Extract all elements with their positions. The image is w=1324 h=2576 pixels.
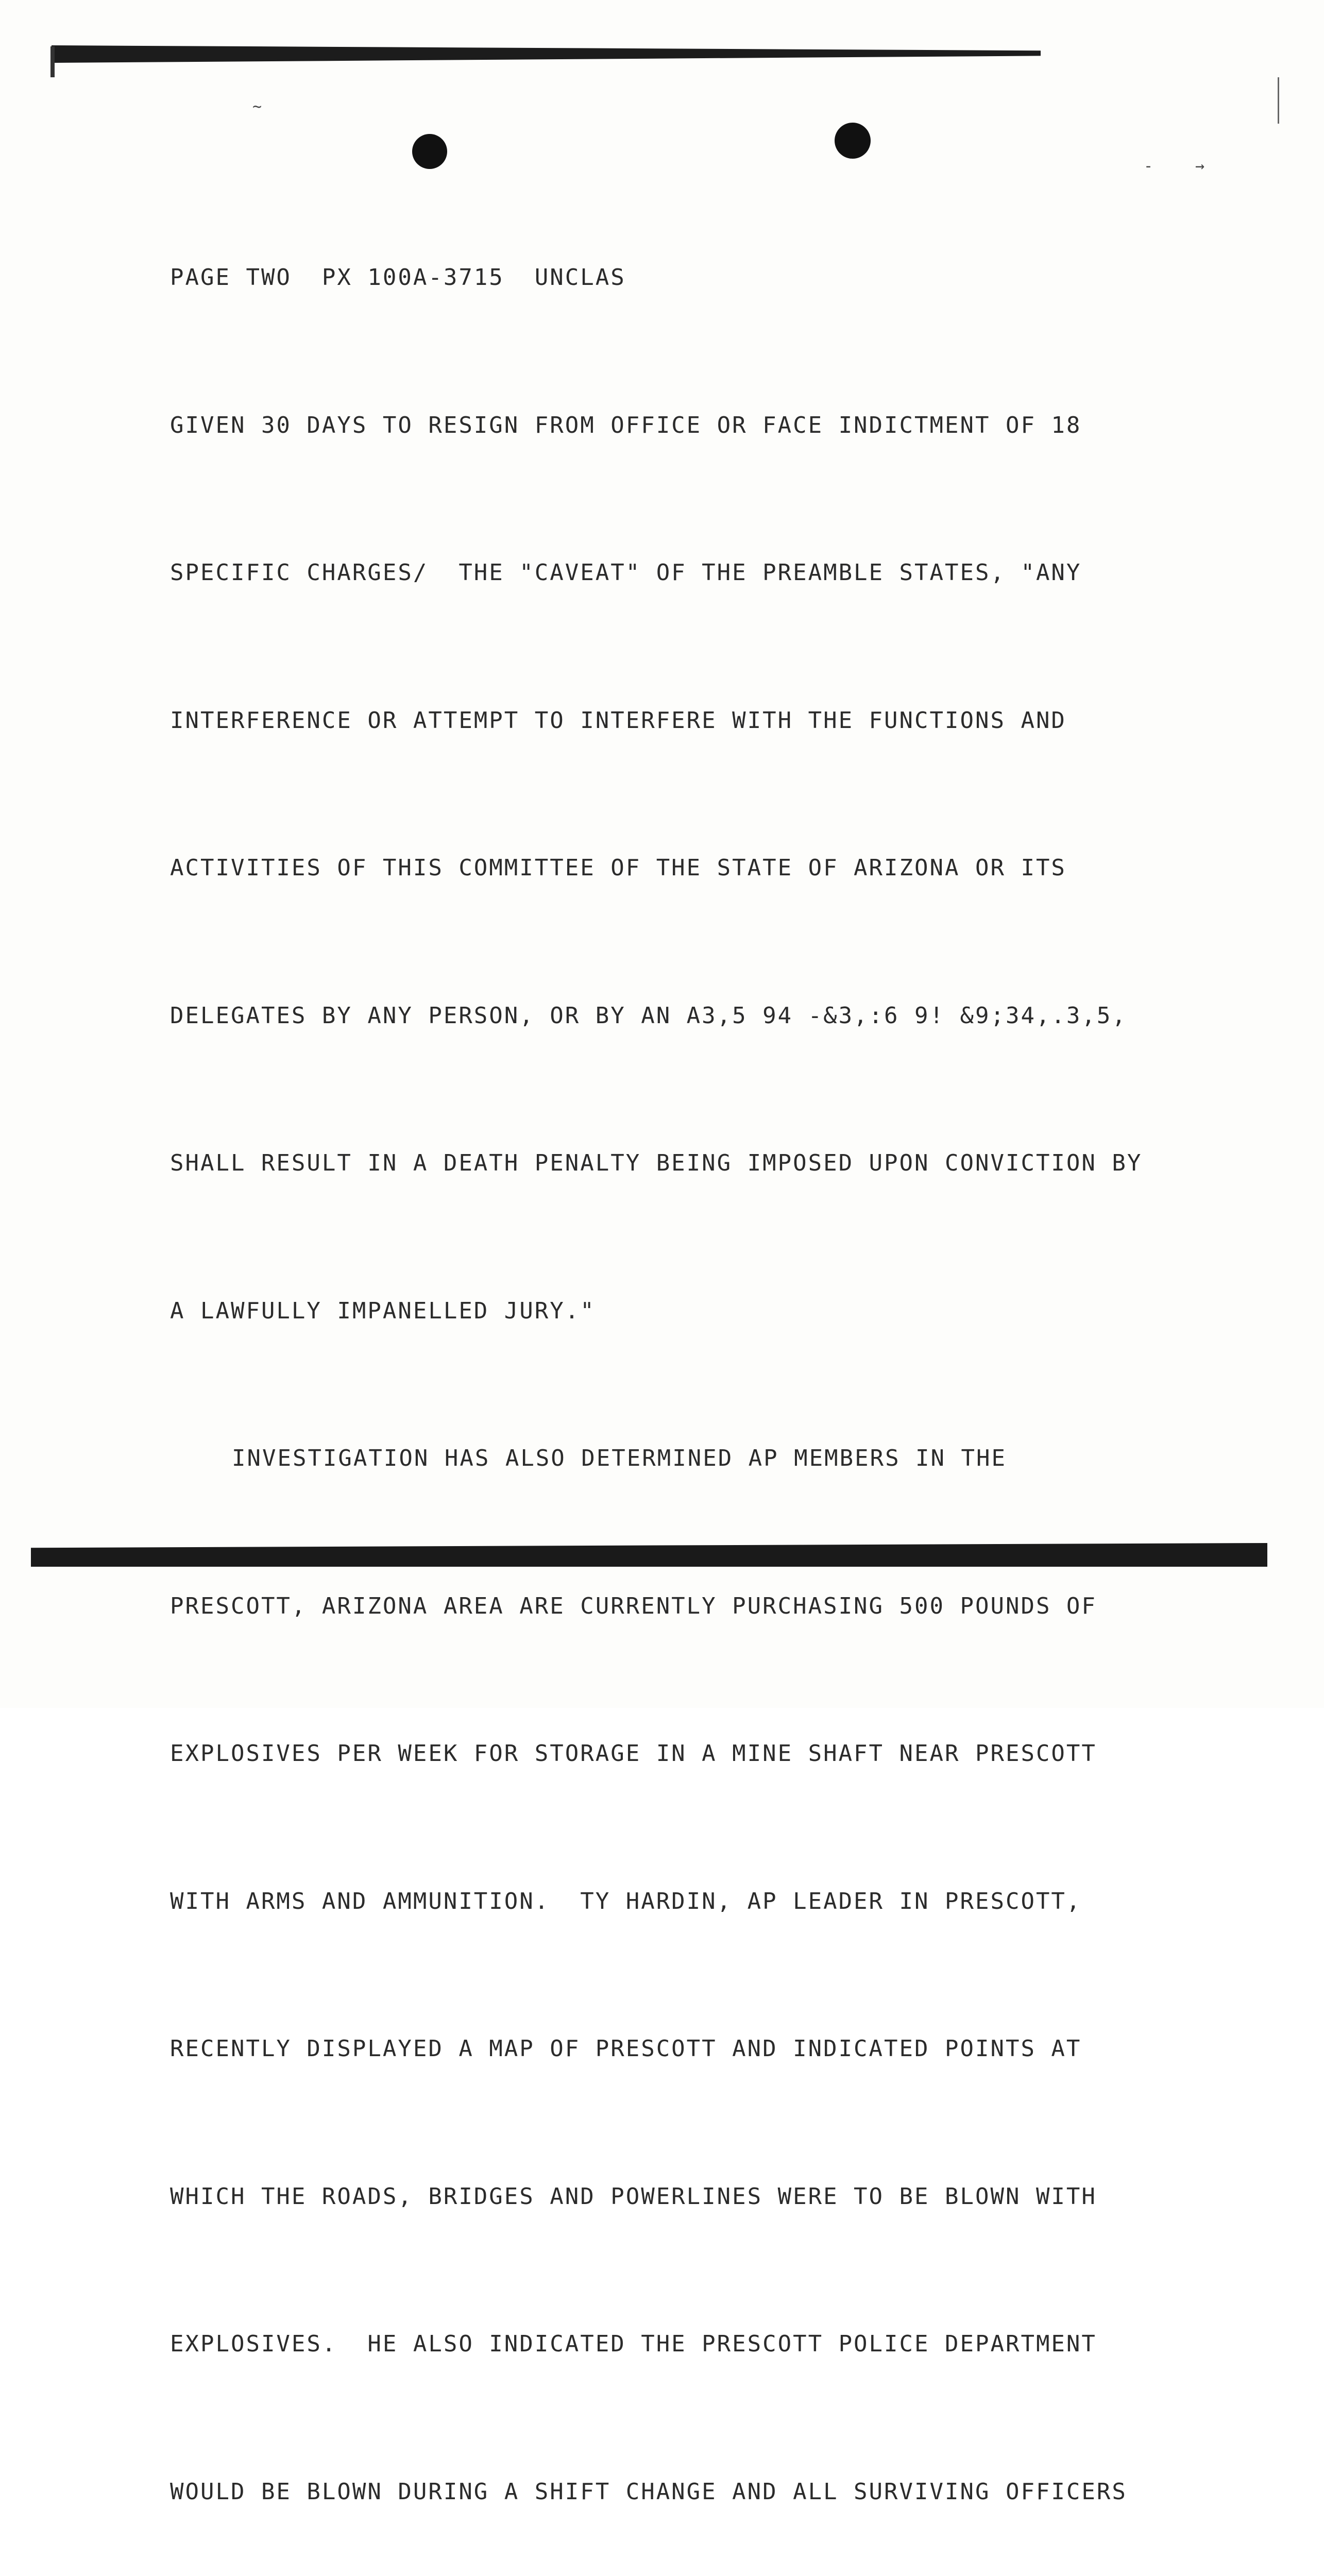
left-scan-border (50, 46, 55, 77)
top-scan-border (52, 45, 1041, 63)
text-line: EXPLOSIVES PER WEEK FOR STORAGE IN A MINE SHAFT NEAR PRESCOTT (170, 1740, 1097, 1767)
text-line: WHICH THE ROADS, BRIDGES AND POWERLINES WERE TO BE BLOWN WITH (170, 2183, 1097, 2210)
scan-smudge-mark: ~ (252, 98, 262, 116)
text-line: WITH ARMS AND AMMUNITION. TY HARDIN, AP LEADER IN PRESCOTT, (170, 1888, 1082, 1914)
text-line: ACTIVITIES OF THIS COMMITTEE OF THE STATE OF ARIZONA OR ITS (170, 855, 1066, 881)
text-line: PRESCOTT, ARIZONA AREA ARE CURRENTLY PURCHASING 500 POUNDS OF (170, 1592, 1097, 1619)
text-line: A LAWFULLY IMPANELLED JURY." (170, 1297, 596, 1324)
text-line: DELEGATES BY ANY PERSON, OR BY AN A3,5 94 -&3,:6 9! &9;34,.3,5, (170, 1002, 1127, 1029)
text-line: WOULD BE BLOWN DURING A SHIFT CHANGE AND ALL SURVIVING OFFICERS (170, 2478, 1127, 2505)
punch-hole-right (835, 123, 871, 159)
text-line: INTERFERENCE OR ATTEMPT TO INTERFERE WITH THE FUNCTIONS AND (170, 707, 1066, 734)
text-line: EXPLOSIVES. HE ALSO INDICATED THE PRESCOTT POLICE DEPARTMENT (170, 2331, 1097, 2357)
right-edge-mark (1278, 77, 1279, 124)
text-line: RECENTLY DISPLAYED A MAP OF PRESCOTT AND INDICATED POINTS AT (170, 2036, 1082, 2062)
teletype-text (170, 155, 1252, 2576)
text-line: INVESTIGATION HAS ALSO DETERMINED AP MEMBERS IN THE (232, 1445, 1007, 1471)
scan-arrow-mark: → (1195, 157, 1205, 175)
text-line: SPECIFIC CHARGES/ THE "CAVEAT" OF THE PREAMBLE STATES, "ANY (170, 560, 1082, 586)
text-line: SHALL RESULT IN A DEATH PENALTY BEING IMPOSED UPON CONVICTION BY (170, 1150, 1143, 1176)
text-line: GIVEN 30 DAYS TO RESIGN FROM OFFICE OR FACE INDICTMENT OF 18 (170, 412, 1082, 438)
page-header: PAGE TWO PX 100A-3715 UNCLAS (170, 264, 626, 291)
scan-dash-mark: - (1144, 157, 1153, 175)
